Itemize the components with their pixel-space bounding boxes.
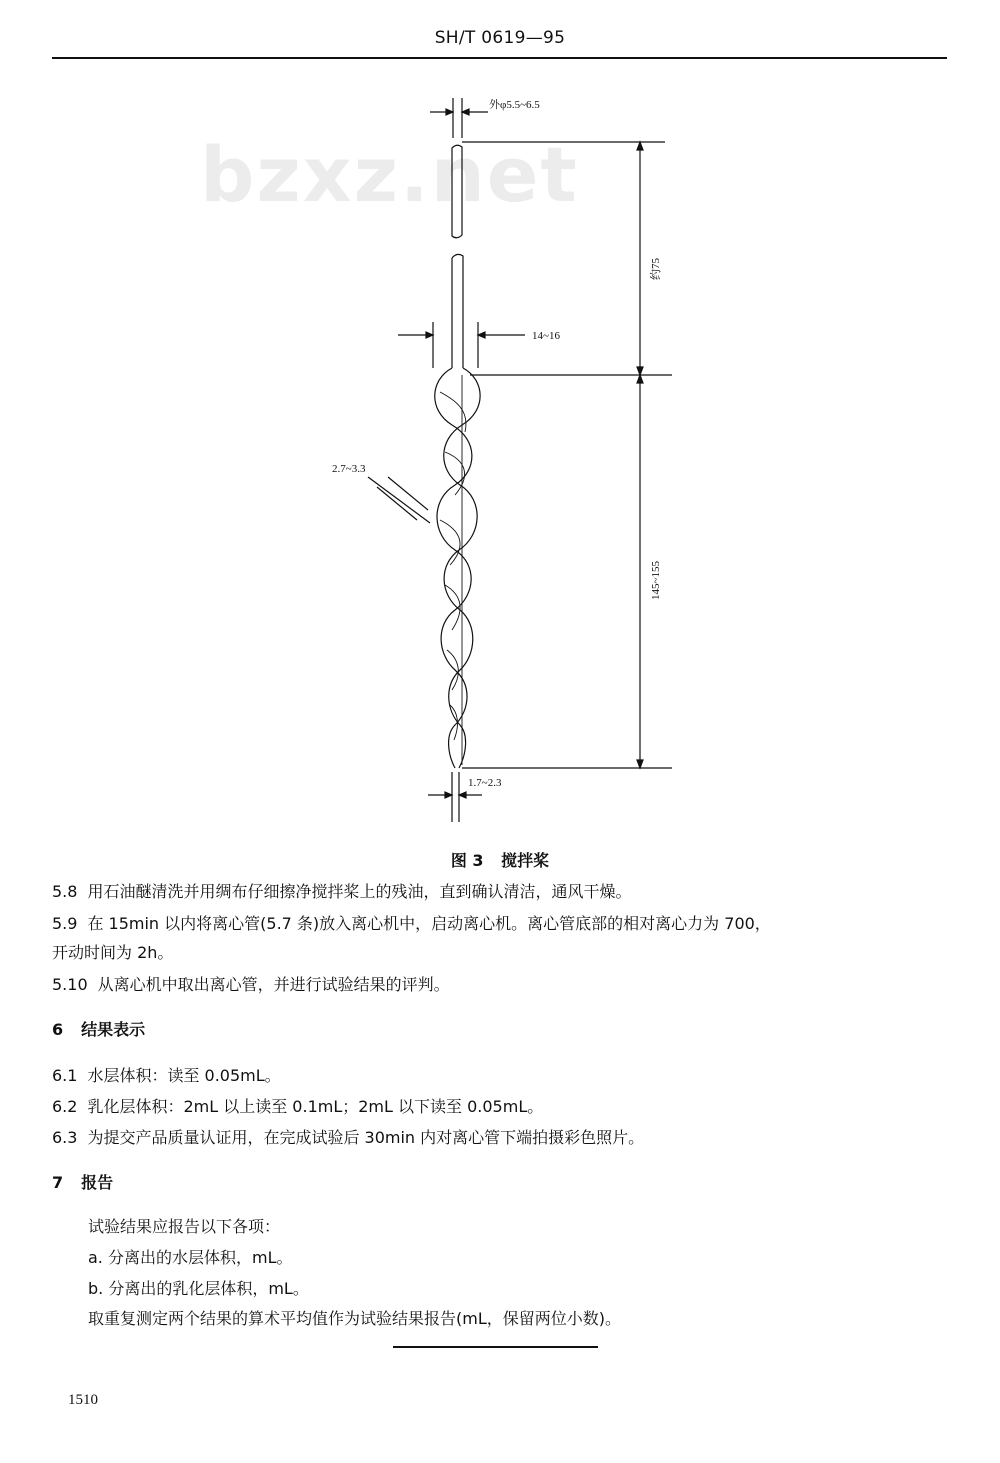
clause-text: 为提交产品质量认证用，在完成试验后 30min 内对离心管下端拍摄彩色照片。 <box>87 1128 645 1147</box>
section-title: 报告 <box>81 1173 114 1192</box>
clause-text: 水层体积：读至 0.05mL。 <box>87 1066 281 1085</box>
clause-5-8 <box>52 881 631 903</box>
section-6-heading <box>52 1019 145 1041</box>
clause-number: 5.9 <box>52 914 78 933</box>
section-7-heading <box>52 1172 113 1194</box>
report-item-b: b. 分离出的乳化层体积，mL。 <box>88 1279 309 1298</box>
arrow-head <box>478 332 485 338</box>
dim-ext-line <box>388 477 428 510</box>
clause-text: 从离心机中取出离心管，并进行试验结果的评判。 <box>97 975 450 994</box>
clause-number: 5.8 <box>52 882 78 901</box>
clause-6-2 <box>52 1096 543 1118</box>
clause-number: 6.1 <box>52 1066 78 1085</box>
rod-upper <box>452 145 462 238</box>
label-blade-thickness: 2.7~3.3 <box>332 463 366 475</box>
section-number: 6 <box>52 1020 64 1039</box>
watermark: bzxz.net <box>200 130 579 219</box>
section-number: 7 <box>52 1173 64 1192</box>
arrow-head <box>459 792 466 798</box>
label-length-top: 约75 <box>650 258 662 280</box>
clause-6-3 <box>52 1127 644 1149</box>
label-bulb-width: 14~16 <box>532 330 560 342</box>
arrow-head <box>462 109 469 115</box>
rod-lower <box>452 254 463 368</box>
figure-number: 图 3 <box>450 851 484 870</box>
clause-text: 用石油醚清洗并用绸布仔细擦净搅拌桨上的残油，直到确认清洁，通风干燥。 <box>87 882 632 901</box>
label-length-bottom: 145~155 <box>650 561 662 600</box>
page-number: 1510 <box>68 1392 98 1408</box>
dim-ext-line <box>377 487 417 520</box>
clause-number: 5.10 <box>52 975 88 994</box>
report-line: 试验结果应报告以下各项： <box>88 1217 281 1236</box>
arrow-head <box>637 375 643 383</box>
arrow-head <box>445 792 452 798</box>
clause-5-9 <box>52 913 771 935</box>
figure-title: 搅拌桨 <box>501 851 550 870</box>
report-item-a: a. 分离出的水层体积，mL。 <box>88 1248 293 1267</box>
report-line: 取重复测定两个结果的算术平均值作为试验结果报告(mL，保留两位小数)。 <box>88 1309 621 1328</box>
dim-line <box>368 477 430 523</box>
clause-6-1 <box>52 1065 281 1087</box>
section-title: 结果表示 <box>81 1020 146 1039</box>
figure-caption <box>0 848 1000 871</box>
clause-text: 在 15min 以内将离心管(5.7 条)放入离心机中，启动离心机。离心管底部的相对离心力为 700， <box>87 914 771 933</box>
arrow-head <box>446 109 453 115</box>
clause-number: 6.2 <box>52 1097 78 1116</box>
label-outer-diameter: 外φ5.5~6.5 <box>489 99 540 111</box>
end-rule <box>393 1346 598 1348</box>
clause-text: 乳化层体积：2mL 以上读至 0.1mL；2mL 以下读至 0.05mL。 <box>87 1097 544 1116</box>
label-tip-diameter: 1.7~2.3 <box>468 777 502 789</box>
page-header: SH/T 0619—95 <box>434 28 566 48</box>
arrow-head <box>426 332 433 338</box>
clause-number: 6.3 <box>52 1128 78 1147</box>
clause-5-10 <box>52 974 450 996</box>
arrow-head <box>637 760 643 768</box>
arrow-head <box>637 142 643 150</box>
clause-5-9-continued: 开动时间为 2h。 <box>52 943 174 962</box>
